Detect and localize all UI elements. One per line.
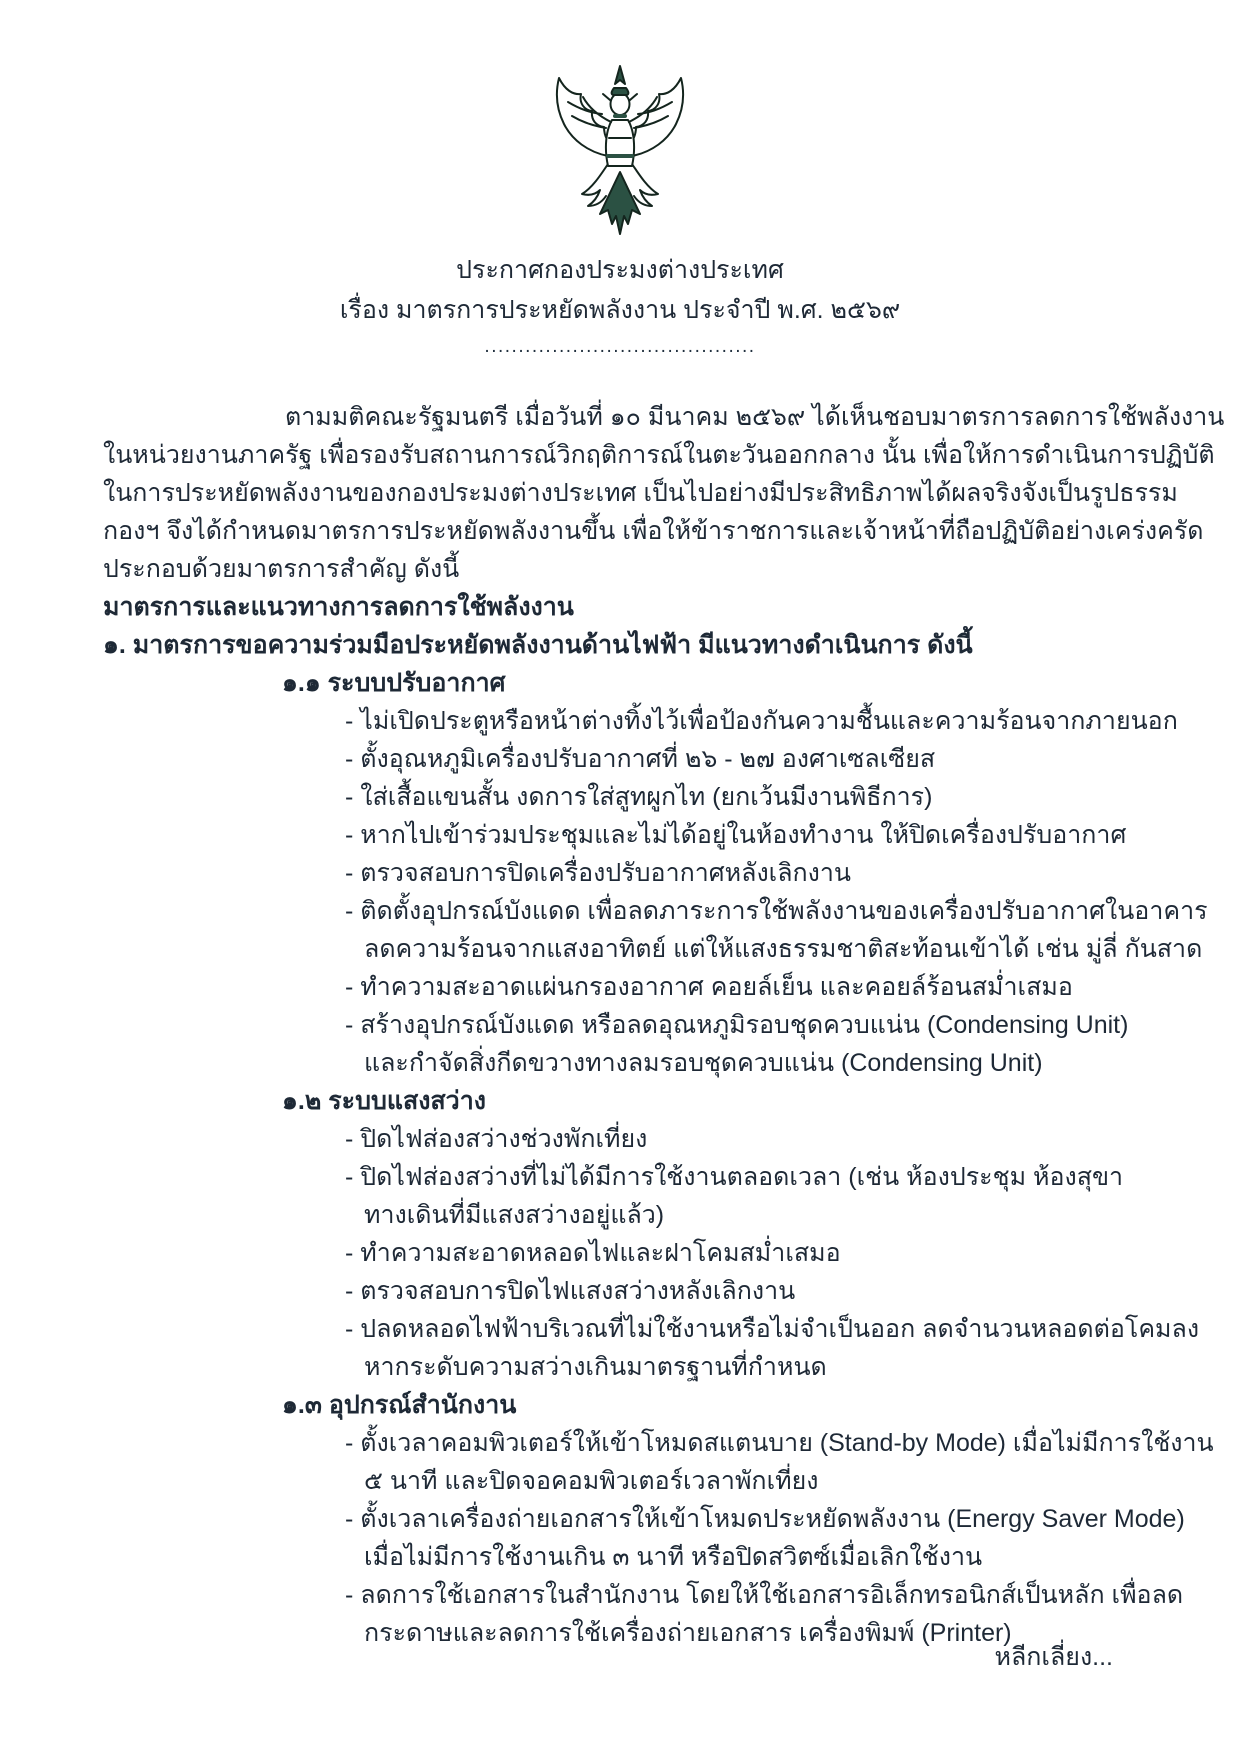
- text-line: - ทำความสะอาดแผ่นกรองอากาศ คอยล์เย็น และคอยล์ร้อนสม่ำเสมอ: [345, 973, 1073, 1001]
- text-line: - ติดตั้งอุปกรณ์บังแดด เพื่อลดภาระการใช้พลังงานของเครื่องปรับอากาศในอาคาร: [345, 897, 1208, 925]
- text-line: - ตั้งเวลาเครื่องถ่ายเอกสารให้เข้าโหมดประหยัดพลังงาน (Energy Saver Mode): [345, 1505, 1185, 1533]
- text-line: ประกอบด้วยมาตรการสำคัญ ดังนี้: [103, 555, 460, 583]
- text-line: - ตั้งอุณหภูมิเครื่องปรับอากาศที่ ๒๖ - ๒๗ องศาเซลเซียส: [345, 745, 936, 773]
- text-line: - หากไปเข้าร่วมประชุมและไม่ได้อยู่ในห้องทำงาน ให้ปิดเครื่องปรับอากาศ: [345, 821, 1127, 849]
- text-line: ๑. มาตรการขอความร่วมมือประหยัดพลังงานด้านไฟฟ้า มีแนวทางดำเนินการ ดังนี้: [103, 631, 973, 659]
- document-lines: [103, 398, 1225, 1652]
- text-line: กระดาษและลดการใช้เครื่องถ่ายเอกสาร เครื่องพิมพ์ (Printer): [364, 1619, 1012, 1647]
- text-line: มาตรการและแนวทางการลดการใช้พลังงาน: [103, 593, 574, 621]
- text-line: - ปิดไฟส่องสว่างช่วงพักเที่ยง: [345, 1125, 648, 1153]
- text-line: - ตั้งเวลาคอมพิวเตอร์ให้เข้าโหมดสแตนบาย (Stand-by Mode) เมื่อไม่มีการใช้งาน: [345, 1429, 1214, 1457]
- text-line: ๑.๓ อุปกรณ์สำนักงาน: [282, 1391, 517, 1419]
- text-line: ๑.๑ ระบบปรับอากาศ: [282, 669, 506, 697]
- text-line: หากระดับความสว่างเกินมาตรฐานที่กำหนด: [364, 1353, 827, 1381]
- catchword: หลีกเลี่ยง...: [994, 1643, 1113, 1671]
- garuda-emblem: [542, 64, 698, 246]
- text-line: เมื่อไม่มีการใช้งานเกิน ๓ นาที หรือปิดสวิตซ์เมื่อเลิกใช้งาน: [364, 1543, 983, 1571]
- text-line: - ปลดหลอดไฟฟ้าบริเวณที่ไม่ใช้งานหรือไม่จำเป็นออก ลดจำนวนหลอดต่อโคมลง: [345, 1315, 1200, 1343]
- text-line: - ใส่เสื้อแขนสั้น งดการใส่สูทผูกไท (ยกเว้นมีงานพิธีการ): [345, 783, 933, 811]
- text-line: กองฯ จึงได้กำหนดมาตรการประหยัดพลังงานขึ้น เพื่อให้ข้าราชการและเจ้าหน้าที่ถือปฏิบัติอย่างเคร่งครัด: [103, 517, 1204, 545]
- garuda-emblem-icon: [542, 64, 698, 246]
- document-header: [100, 250, 1140, 364]
- text-line: และกำจัดสิ่งกีดขวางทางลมรอบชุดควบแน่น (Condensing Unit): [364, 1049, 1043, 1077]
- text-line: ๕ นาที และปิดจอคอมพิวเตอร์เวลาพักเที่ยง: [364, 1467, 819, 1495]
- text-line: ในการประหยัดพลังงานของกองประมงต่างประเทศ เป็นไปอย่างมีประสิทธิภาพได้ผลจริงจังเป็นรูปธรรม: [103, 479, 1178, 507]
- document-subject: เรื่อง มาตรการประหยัดพลังงาน ประจำปี พ.ศ. ๒๕๖๙: [339, 296, 901, 324]
- text-line: - ตรวจสอบการปิดเครื่องปรับอากาศหลังเลิกงาน: [345, 859, 851, 887]
- text-line: - ทำความสะอาดหลอดไฟและฝาโคมสม่ำเสมอ: [345, 1239, 841, 1267]
- dotted-divider: ........................................: [484, 336, 756, 357]
- document-title: ประกาศกองประมงต่างประเทศ: [456, 256, 784, 284]
- text-line: ในหน่วยงานภาครัฐ เพื่อรองรับสถานการณ์วิกฤติการณ์ในตะวันออกกลาง นั้น เพื่อให้การดำเนินการปฏิบัติ: [103, 441, 1215, 469]
- text-line: - ไม่เปิดประตูหรือหน้าต่างทิ้งไว้เพื่อป้องกันความชื้นและความร้อนจากภายนอก: [345, 707, 1178, 735]
- text-line: - ตรวจสอบการปิดไฟแสงสว่างหลังเลิกงาน: [345, 1277, 796, 1305]
- text-line: - ปิดไฟส่องสว่างที่ไม่ได้มีการใช้งานตลอดเวลา (เช่น ห้องประชุม ห้องสุขา: [345, 1163, 1124, 1191]
- text-line: ลดความร้อนจากแสงอาทิตย์ แต่ให้แสงธรรมชาติสะท้อนเข้าได้ เช่น มู่ลี่ กันสาด: [364, 935, 1203, 963]
- text-line: ทางเดินที่มีแสงสว่างอยู่แล้ว): [364, 1201, 665, 1229]
- text-line: ตามมติคณะรัฐมนตรี เมื่อวันที่ ๑๐ มีนาคม ๒๕๖๙ ได้เห็นชอบมาตรการลดการใช้พลังงาน: [285, 403, 1225, 431]
- text-line: - สร้างอุปกรณ์บังแดด หรือลดอุณหภูมิรอบชุดควบแน่น (Condensing Unit): [345, 1011, 1129, 1039]
- text-line: - ลดการใช้เอกสารในสำนักงาน โดยให้ใช้เอกสารอิเล็กทรอนิกส์เป็นหลัก เพื่อลด: [345, 1581, 1184, 1609]
- text-line: ๑.๒ ระบบแสงสว่าง: [282, 1087, 486, 1115]
